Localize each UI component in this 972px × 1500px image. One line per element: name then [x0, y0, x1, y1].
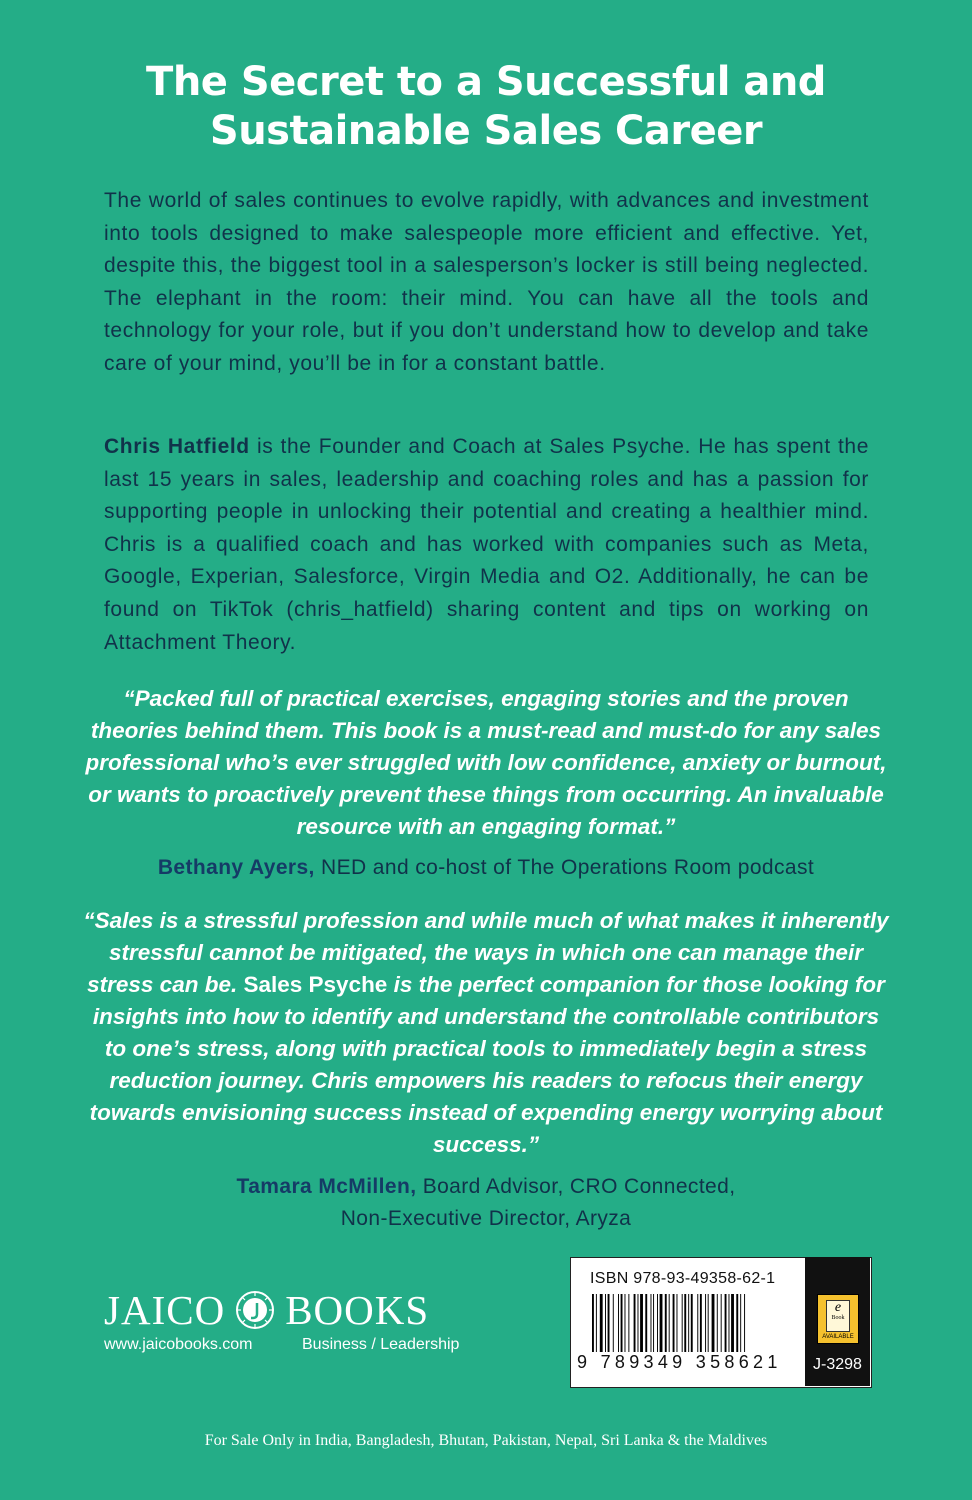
testimonial-2-role-1: Board Advisor, CRO Connected,: [416, 1175, 736, 1198]
author-bio: [104, 431, 869, 659]
ebook-page: [826, 1300, 850, 1332]
barcode-bar: [600, 1294, 603, 1352]
barcode-bar: [625, 1294, 626, 1352]
barcode-bar: [712, 1294, 715, 1352]
publisher-name-left: JAICO: [104, 1287, 226, 1333]
testimonial-2-attribution: [80, 1171, 892, 1235]
barcode-bar: [717, 1294, 718, 1352]
barcode-bar: [618, 1294, 619, 1352]
publisher-emblem-icon: [235, 1290, 275, 1330]
barcode-bar: [677, 1294, 678, 1352]
barcode-bar: [628, 1294, 629, 1352]
barcode-bar: [638, 1294, 639, 1352]
testimonial-1: “Packed full of practical exercises, engaging stories and the proven theories behind them. This book is a must-read and must-do for any sales professional who’s ever struggled with low confidence, anxiety or burnout, or wants to proactively prevent these things from occurring. An invaluable resource with an engaging format.”: [85, 686, 887, 839]
book-description: The world of sales continues to evolve rapidly, with advances and investment into tools designed to make salespeople more efficient and effective. Yet, despite this, the biggest tool in a salesperson’s locker is still being neglected. The elephant in the room: their mind. You can have all the tools and technology for your role, but if you don’t understand how to develop and take care of your mind, you’ll be in for a constant battle.: [104, 189, 869, 375]
testimonial-2-role-2: Non-Executive Director, Aryza: [340, 1207, 632, 1230]
barcode-bar: [605, 1294, 606, 1352]
barcode-bar: [596, 1294, 597, 1352]
barcode-bar: [688, 1294, 689, 1352]
barcode-bar: [651, 1294, 652, 1352]
barcode-bar: [645, 1294, 647, 1352]
title-line-2: Sustainable Sales Career: [209, 108, 763, 154]
barcode-bar: [736, 1294, 738, 1352]
barcode-bar: [725, 1294, 727, 1352]
barcode-bar: [660, 1294, 663, 1352]
testimonial-1-attribution: [80, 852, 892, 884]
barcode-bar: [669, 1294, 670, 1352]
testimonial-2-book-title: Sales Psyche: [243, 972, 388, 997]
book-category: Business / Leadership: [302, 1336, 460, 1353]
testimonial-2-author: Tamara McMillen,: [236, 1175, 417, 1198]
barcode-bar: [608, 1294, 610, 1352]
barcode-bar: [657, 1294, 658, 1352]
publisher-website[interactable]: www.jaicobooks.com: [104, 1336, 253, 1353]
catalog-code: J-3298: [813, 1356, 862, 1373]
barcode-bar: [673, 1294, 675, 1352]
author-name: Chris Hatfield: [104, 435, 250, 458]
barcode-bar: [653, 1294, 654, 1352]
barcode-bar: [740, 1294, 741, 1352]
testimonial-2: [80, 905, 892, 1161]
testimonial-2-part-1: “Sales is a stressful profession and while much of what makes it inherently stressful cannot be mitigated, the ways in which one can manage their stress can be.: [83, 908, 889, 997]
publisher-logo: [104, 1286, 429, 1334]
ebook-icon-letter: e: [834, 1300, 842, 1315]
barcode-digits: 9 789349 358621: [577, 1352, 782, 1372]
barcode-bar: [744, 1294, 745, 1352]
barcode-bar: [621, 1294, 623, 1352]
barcode-bar: [705, 1294, 706, 1352]
barcode-bar: [684, 1294, 686, 1352]
ebook-available-icon: [817, 1294, 859, 1344]
barcode-bar: [682, 1294, 683, 1352]
barcode-bar: [592, 1294, 594, 1352]
ebook-label: AVAILABLE: [822, 1334, 854, 1340]
testimonial-1-role: NED and co-host of The Operations Room podcast: [314, 856, 815, 879]
barcode-bar: [613, 1294, 614, 1352]
publisher-name-right: BOOKS: [285, 1287, 430, 1333]
ebook-icon-word: Book: [831, 1315, 845, 1321]
barcode-bar: [700, 1294, 702, 1352]
book-title: [0, 58, 972, 156]
title-line-1: The Secret to a Successful and: [146, 59, 826, 105]
testimonial-1-author: Bethany Ayers,: [157, 856, 315, 879]
sale-territory-notice: For Sale Only in India, Bangladesh, Bhutan, Pakistan, Nepal, Sri Lanka & the Maldives: [204, 1432, 768, 1449]
barcode-bar: [665, 1294, 667, 1352]
barcode-bar: [640, 1294, 643, 1352]
testimonial-2-part-2: is the perfect companion for those looking for insights into how to identify and understand the controllable contributors to one’s stress, along with practical tools to immediately begin a stress reduction journey. Chris empowers his readers to refocus their energy towards envisioning success instead of expending energy worrying about success.”: [89, 972, 885, 1157]
barcode-bar: [697, 1294, 698, 1352]
barcode-bar: [708, 1294, 709, 1352]
barcode-bar: [729, 1294, 730, 1352]
author-bio-text: is the Founder and Coach at Sales Psyche. He has spent the last 15 years in sales, leadership and coaching roles and has a passion for supporting people in unlocking their potential and creating a healthier mind. Chris is a qualified coach and has worked with companies such as Meta, Google, Experian, Salesforce, Virgin Media and O2. Additionally, he can be found on TikTok (chris_hatfield) sharing content and tips on working on Attachment Theory.: [104, 435, 869, 654]
barcode-bars: [592, 1294, 792, 1352]
barcode-bar: [731, 1294, 734, 1352]
barcode-bar: [634, 1294, 636, 1352]
barcode-bar: [721, 1294, 722, 1352]
barcode-bar: [691, 1294, 693, 1352]
isbn-number: ISBN 978-93-49358-62-1: [590, 1270, 776, 1287]
